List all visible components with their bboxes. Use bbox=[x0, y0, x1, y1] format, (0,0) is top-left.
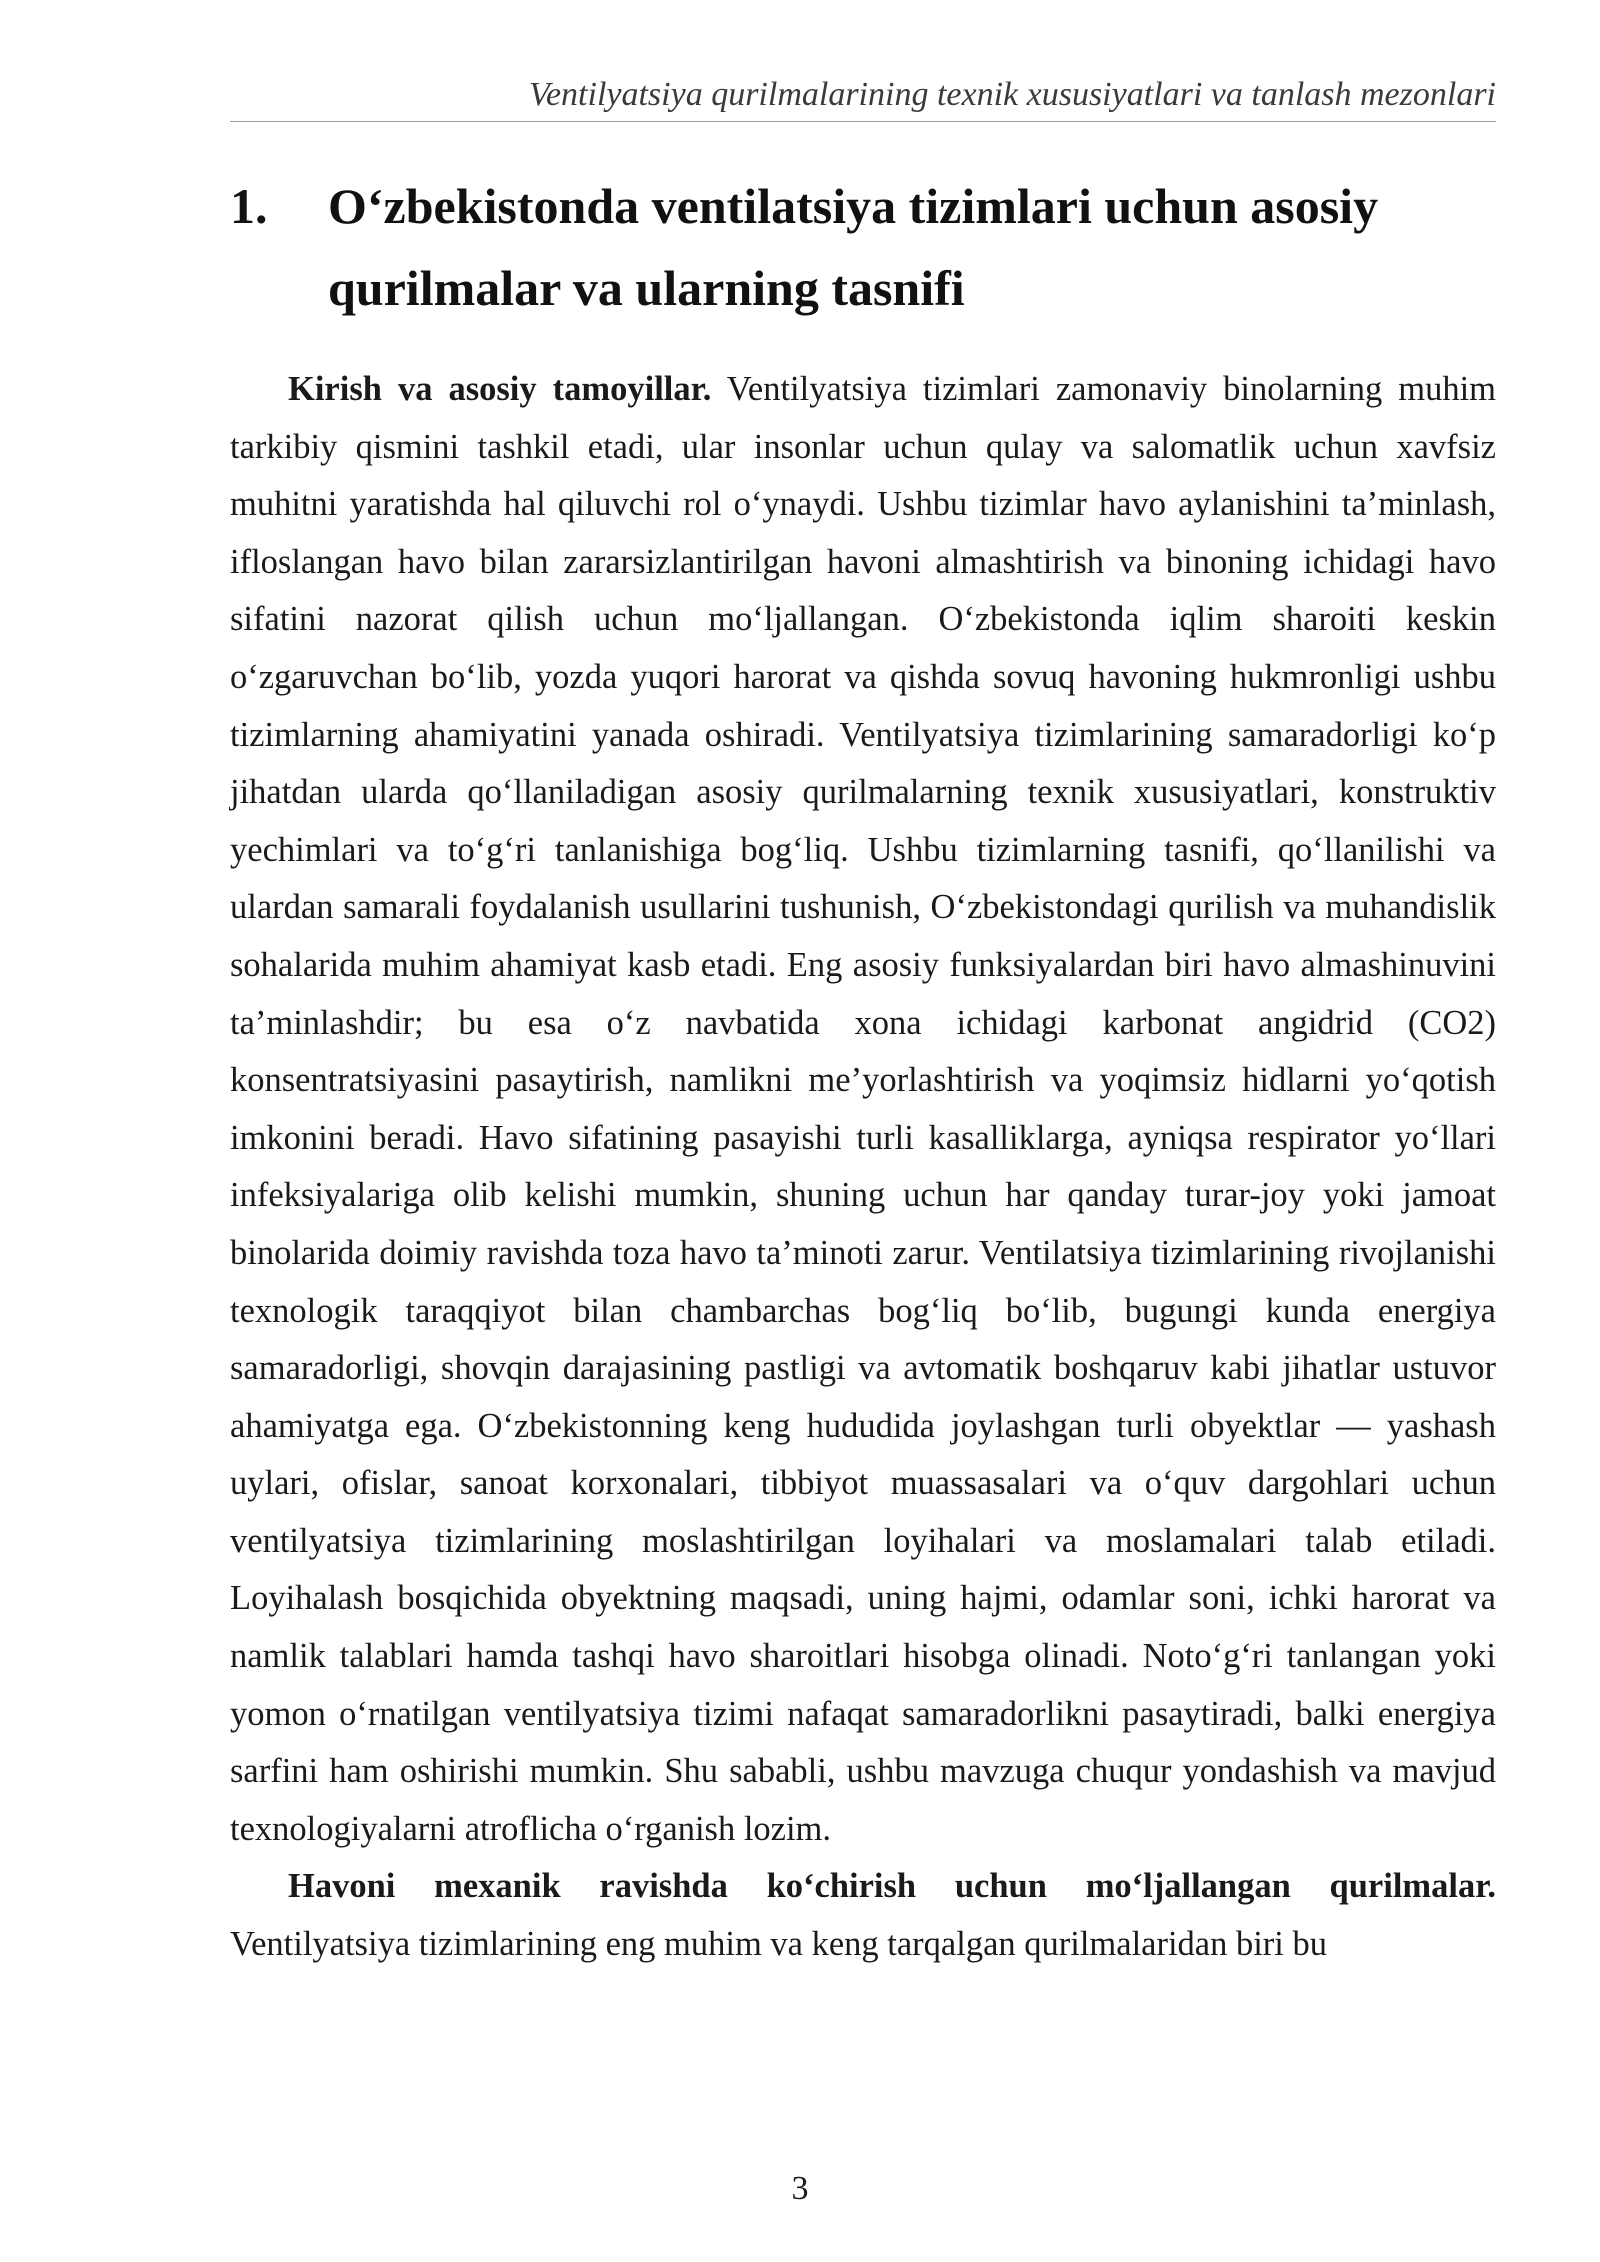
paragraph-introduction bbox=[230, 361, 1496, 1858]
running-header: Ventilyatsiya qurilmalarining texnik xususiyatlari va tanlash mezonlari bbox=[528, 76, 1496, 113]
paragraph-mechanical-devices bbox=[230, 1858, 1496, 1973]
section-number: 1. bbox=[230, 178, 268, 234]
section-heading bbox=[230, 165, 1496, 329]
paragraph-lead: Havoni mexanik ravishda ko‘chirish uchun mo‘ljallangan qurilmalar. bbox=[288, 1867, 1496, 1906]
paragraph-body: Ventilyatsiya tizimlarining eng muhim va keng tarqalgan qurilmalaridan biri bu bbox=[230, 1925, 1328, 1964]
paragraph-lead: Kirish va asosiy tamoyillar. bbox=[288, 370, 712, 408]
page-number: 3 bbox=[791, 2170, 809, 2207]
section-title: O‘zbekistonda ventilatsiya tizimlari uchun asosiy qurilmalar va ularning tasnifi bbox=[328, 178, 1379, 316]
body-text bbox=[230, 361, 1496, 1974]
header-divider bbox=[230, 121, 1496, 122]
paragraph-body: Ventilyatsiya tizimlari zamonaviy binolarning muhim tarkibiy qismini tashkil etadi, ular insonlar uchun qulay va salomatlik uchun xavfsiz muhitni yaratishda hal qiluvchi rol o‘ynaydi. Ushbu tizimlar havo aylanishini ta’minlash, ifloslangan havo bilan zararsizlantirilgan havoni almashtirish va binoning ichidagi havo sifatini nazorat qilish uchun mo‘ljallangan. O‘zbekistonda iqlim sharoiti keskin o‘zgaruvchan bo‘lib, yozda yuqori harorat va qishda sovuq havoning hukmronligi ushbu tizimlarning ahamiyatini yanada oshiradi. Ventilyatsiya tizimlarining samaradorligi ko‘p jihatdan ularda qo‘llaniladigan asosiy qurilmalarning texnik xususiyatlari, konstruktiv yechimlari va to‘g‘ri tanlanishiga bog‘liq. Ushbu tizimlarning tasnifi, qo‘llanilishi va ulardan samarali foydalanish usullarini tushunish, O‘zbekistondagi qurilish va muhandislik sohalarida muhim ahamiyat kasb etadi. Eng asosiy funksiyalardan biri havo almashinuvini ta’minlashdir; bu esa o‘z navbatida xona ichidagi karbonat angidrid (CO2) konsentratsiyasini pasaytirish, namlikni me’yorlashtirish va yoqimsiz hidlarni yo‘qotish imkonini beradi. Havo sifatining pasayishi turli kasalliklarga, ayniqsa respirator yo‘llari infeksiyalariga olib kelishi mumkin, shuning uchun har qanday turar-joy yoki jamoat binolarida doimiy ravishda toza havo ta’minoti zarur. Ventilatsiya tizimlarining rivojlanishi texnologik taraqqiyot bilan chambarchas bog‘liq bo‘lib, bugungi kunda energiya samaradorligi, shovqin darajasining pastligi va avtomatik boshqaruv kabi jihatlar ustuvor ahamiyatga ega. O‘zbekistonning keng hududida joylashgan turli obyektlar — yashash uylari, ofislar, sanoat korxonalari, tibbiyot muassasalari va o‘quv dargohlari uchun ventilyatsiya tizimlarining moslashtirilgan loyihalari va moslamalari talab etiladi. Loyihalash bosqichida obyektning maqsadi, uning hajmi, odamlar soni, ichki harorat va namlik talablari hamda tashqi havo sharoitlari hisobga olinadi. Noto‘g‘ri tanlangan yoki yomon o‘rnatilgan ventilyatsiya tizimi nafaqat samaradorlikni pasaytiradi, balki energiya sarfini ham oshirishi mumkin. Shu sababli, ushbu mavzuga chuqur yondashish va mavjud texnologiyalarni atroflicha o‘rganish lozim. bbox=[230, 370, 1496, 1848]
